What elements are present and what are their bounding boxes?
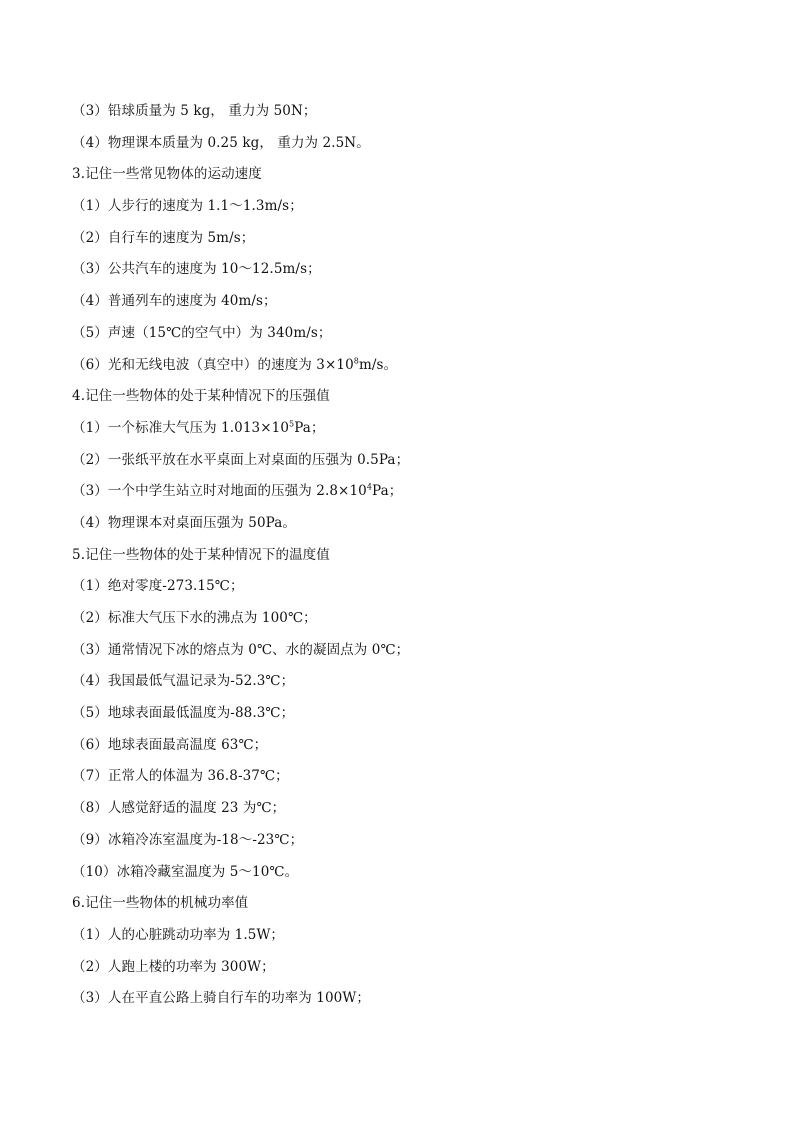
text-segment: （3）一个中学生站立时对地面的压强为 2.8×10 (72, 483, 367, 500)
list-item: （2）标准大气压下水的沸点为 100℃； (72, 610, 317, 626)
text-segment: Pa； (294, 419, 325, 436)
section-heading: 4.记住一些物体的处于某种情况下的压强值 (72, 388, 330, 405)
list-item: （1）人的心脏跳动功率为 1.5W； (72, 926, 285, 943)
list-item: （3）铅球质量为 5 kg， 重力为 50N； (72, 103, 317, 119)
list-item: （2）人跑上楼的功率为 300W； (72, 958, 275, 975)
list-item: （3）公共汽车的速度为 10～12.5m/s； (72, 261, 321, 278)
list-item: （4）普通列车的速度为 40m/s； (72, 293, 277, 310)
list-item: （8）人感觉舒适的温度 23 为℃； (72, 800, 286, 817)
section-heading: 5.记住一些物体的处于某种情况下的温度值 (72, 546, 330, 563)
list-item: （3）人在平直公路上骑自行车的功率为 100W； (72, 990, 370, 1007)
list-item: （1）人步行的速度为 1.1～1.3m/s； (72, 198, 303, 215)
list-item (72, 417, 732, 449)
list-item (72, 354, 732, 386)
list-item (72, 480, 732, 512)
text-segment: （6）光和无线电波（真空中）的速度为 3×10 (72, 356, 354, 373)
list-item: （5）声速（15℃的空气中）为 340m/s； (72, 324, 332, 341)
section-heading: 6.记住一些物体的机械功率值 (72, 895, 249, 912)
document-body (72, 100, 732, 1019)
exponent: 8 (353, 356, 359, 365)
section-heading: 3.记住一些常见物体的运动速度 (72, 166, 262, 183)
list-item: （4）物理课本质量为 0.25 kg， 重力为 2.5N。 (72, 134, 370, 151)
exponent: 4 (366, 482, 373, 492)
text-segment: Pa； (372, 483, 403, 500)
exponent: 5 (289, 419, 295, 429)
list-item: （2）一张纸平放在水平桌面上对桌面的压强为 0.5Pa； (72, 451, 410, 468)
list-item: （3）通常情况下冰的熔点为 0℃、水的凝固点为 0℃； (72, 641, 410, 658)
list-item: （10）冰箱冷藏室温度为 5～10℃。 (72, 863, 299, 880)
list-item: （1）绝对零度-273.15℃； (72, 578, 244, 595)
list-item: （4）我国最低气温记录为-52.3℃； (72, 673, 295, 690)
list-item: （2）自行车的速度为 5m/s； (72, 229, 255, 246)
text-segment: m/s。 (358, 356, 398, 373)
list-item: （4）物理课本对桌面压强为 50Pa。 (72, 514, 296, 531)
list-item: （9）冰箱冷冻室温度为-18～-23℃； (72, 831, 304, 848)
list-item: （6）地球表面最高温度 63℃； (72, 736, 268, 753)
list-item: （5）地球表面最低温度为-88.3℃； (72, 705, 295, 722)
text-segment: （1）一个标准大气压为 1.013×10 (72, 419, 290, 436)
list-item: （7）正常人的体温为 36.8-37℃； (72, 768, 289, 785)
